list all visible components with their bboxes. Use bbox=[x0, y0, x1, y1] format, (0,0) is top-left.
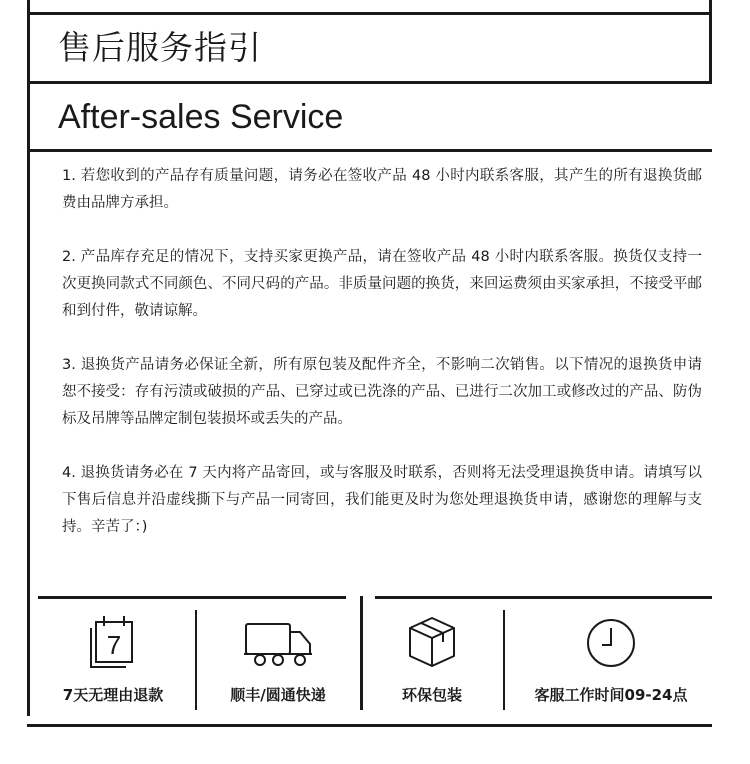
frame-left-line bbox=[27, 0, 30, 716]
title-divider bbox=[27, 81, 712, 84]
policy-item-4: 4. 退换货请务必在 7 天内将产品寄回，或与客服及时联系，否则将无法受理退换货申请。请填写以下售后信息并沿虚线撕下与产品一同寄回，我们能更及时为您处理退换货申请，感谢您的理解与支持。辛苦了：) bbox=[62, 465, 702, 535]
box-package-icon bbox=[404, 614, 460, 670]
feature-separator-2 bbox=[503, 610, 505, 710]
feature-label-refund: 7天无理由退款 bbox=[62, 686, 164, 704]
feature-refund bbox=[38, 600, 188, 705]
policy-content bbox=[62, 163, 702, 568]
features-top-line-right bbox=[375, 596, 712, 599]
feature-packaging bbox=[362, 600, 502, 705]
features-top-line-left bbox=[38, 596, 346, 599]
frame-right-line-lower bbox=[709, 12, 712, 82]
policy-item-2: 2. 产品库存充足的情况下，支持买家更换产品，请在签收产品 48 小时内联系客服。换货仅支持一次更换同款式不同颜色、不同尺码的产品。非质量问题的换货，来回运费须由买家承担，不接受平邮和到付件，敬请谅解。 bbox=[62, 249, 702, 319]
page-subtitle: After-sales Service bbox=[58, 98, 344, 136]
calendar-number: 7 bbox=[106, 630, 122, 660]
feature-service-hours bbox=[512, 600, 710, 705]
page-title: 售后服务指引 bbox=[58, 28, 262, 67]
subtitle-divider bbox=[27, 149, 712, 152]
frame-bottom-line bbox=[27, 724, 712, 727]
delivery-truck-icon bbox=[242, 620, 314, 670]
feature-label-packaging: 环保包装 bbox=[401, 686, 462, 704]
calendar-7-icon bbox=[88, 612, 138, 670]
clock-icon bbox=[584, 616, 638, 670]
feature-separator-1 bbox=[195, 610, 197, 710]
policy-item-1: 1. 若您收到的产品存有质量问题，请务必在签收产品 48 小时内联系客服，其产生的所有退换货邮费由品牌方承担。 bbox=[62, 168, 702, 211]
feature-delivery bbox=[202, 600, 354, 705]
frame-top-line bbox=[27, 12, 712, 15]
frame-right-line bbox=[709, 0, 712, 12]
feature-label-service-hours: 客服工作时间09-24点 bbox=[534, 686, 688, 704]
policy-item-3: 3. 退换货产品请务必保证全新，所有原包装及配件齐全，不影响二次销售。以下情况的退换货申请恕不接受：存有污渍或破损的产品、已穿过或已洗涤的产品、已进行二次加工或修改过的产品、防伪标及吊牌等品牌定制包装损坏或丢失的产品。 bbox=[62, 357, 702, 427]
feature-label-delivery: 顺丰/圆通快递 bbox=[230, 686, 326, 704]
